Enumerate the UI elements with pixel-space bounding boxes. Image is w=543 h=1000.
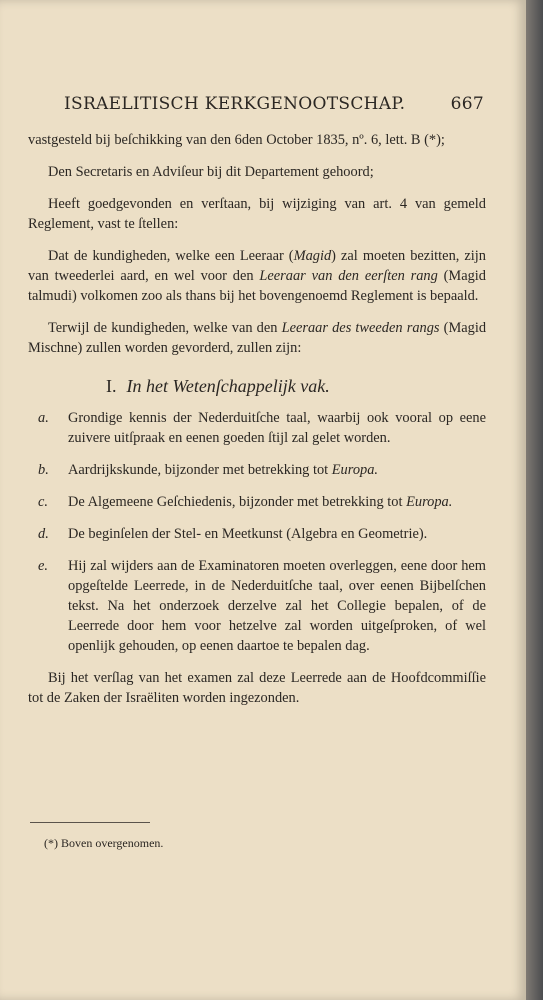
item-text: De beginſelen der Stel- en Meetkunst (Algebra en Geometrie). [68, 526, 428, 542]
text-run: ) zal moeten bezitten, zijn van tweederlei aard, en wel voor den [28, 248, 486, 284]
section-number: I. [106, 376, 117, 396]
italic-run: Leeraar van den eerſten rang [259, 268, 438, 284]
item-text: Grondige kennis der Nederduitſche taal, waarbij ook vooral op eene zuivere uitſpraak en eenen goeden ſtijl zal gelet worden. [68, 410, 486, 446]
paragraph-4 [28, 246, 486, 306]
item-italic: Europa. [331, 462, 379, 478]
footnote-divider [30, 822, 150, 823]
list-item [28, 492, 486, 512]
list-item [28, 524, 486, 544]
running-header [64, 94, 484, 114]
text-run: Dat de kundigheden, welke een Leeraar ( [48, 248, 294, 264]
page-number: 667 [450, 94, 484, 114]
list-item [28, 556, 486, 656]
item-text: De Algemeene Geſchiedenis, bijzonder met betrekking tot [68, 494, 407, 510]
list-item [28, 460, 486, 480]
italic-run: Magid [293, 248, 332, 264]
text-run: Terwijl de kundigheden, welke van den [48, 320, 282, 336]
footnote: (*) Boven overgenomen. [44, 836, 164, 850]
section-title: In het Wetenſchappelijk vak. [126, 376, 330, 396]
item-marker: a. [38, 410, 49, 426]
paragraph-1: vastgesteld bij beſchikking van den 6den October 1835, nº. 6, lett. B (*); [28, 132, 445, 148]
item-marker: d. [38, 526, 49, 542]
text-run: (Magid Mischne) zullen worden gevorderd, zullen zijn: [28, 320, 487, 356]
paragraph-3: Heeft goedgevonden en verſtaan, bij wijziging van art. 4 van gemeld Reglement, vast te ſtellen: [28, 196, 486, 232]
section-heading [106, 376, 486, 396]
item-marker: b. [38, 462, 49, 478]
paragraph-2: Den Secretaris en Adviſeur bij dit Departement gehoord; [48, 164, 374, 180]
closing-paragraph: Bij het verſlag van het examen zal deze Leerrede aan de Hoofdcommiſſie tot de Zaken der Israëliten worden ingezonden. [28, 670, 486, 706]
item-italic: Europa. [406, 494, 453, 510]
item-text: Aardrijkskunde, bijzonder met betrekking tot [68, 462, 332, 478]
item-marker: c. [38, 494, 48, 510]
list-item [28, 408, 486, 448]
header-title: ISRAELITISCH KERKGENOOTSCHAP. [64, 94, 406, 114]
italic-run: Leeraar des tweeden rangs [281, 320, 440, 336]
paragraph-5 [28, 318, 486, 358]
item-text: Hij zal wijders aan de Examinatoren moeten overleggen, eene door hem opgeſtelde Leerrede, in de Nederduitſche taal, over eenen Bijbelſchen tekst. Na het onderzoek derzelve zal het Collegie bepalen, of de Leerrede door hem voor hetzelve zal worden uitgeſproken, of wel openlijk gehouden, op eenen daartoe te bepalen dag. [68, 558, 486, 654]
book-edge [526, 0, 543, 1000]
item-marker: e. [38, 558, 48, 574]
page-body [28, 130, 486, 720]
text-run: (Magid talmudi) volkomen zoo als thans bij het bovengenoemd Reglement is bepaald. [28, 268, 486, 304]
